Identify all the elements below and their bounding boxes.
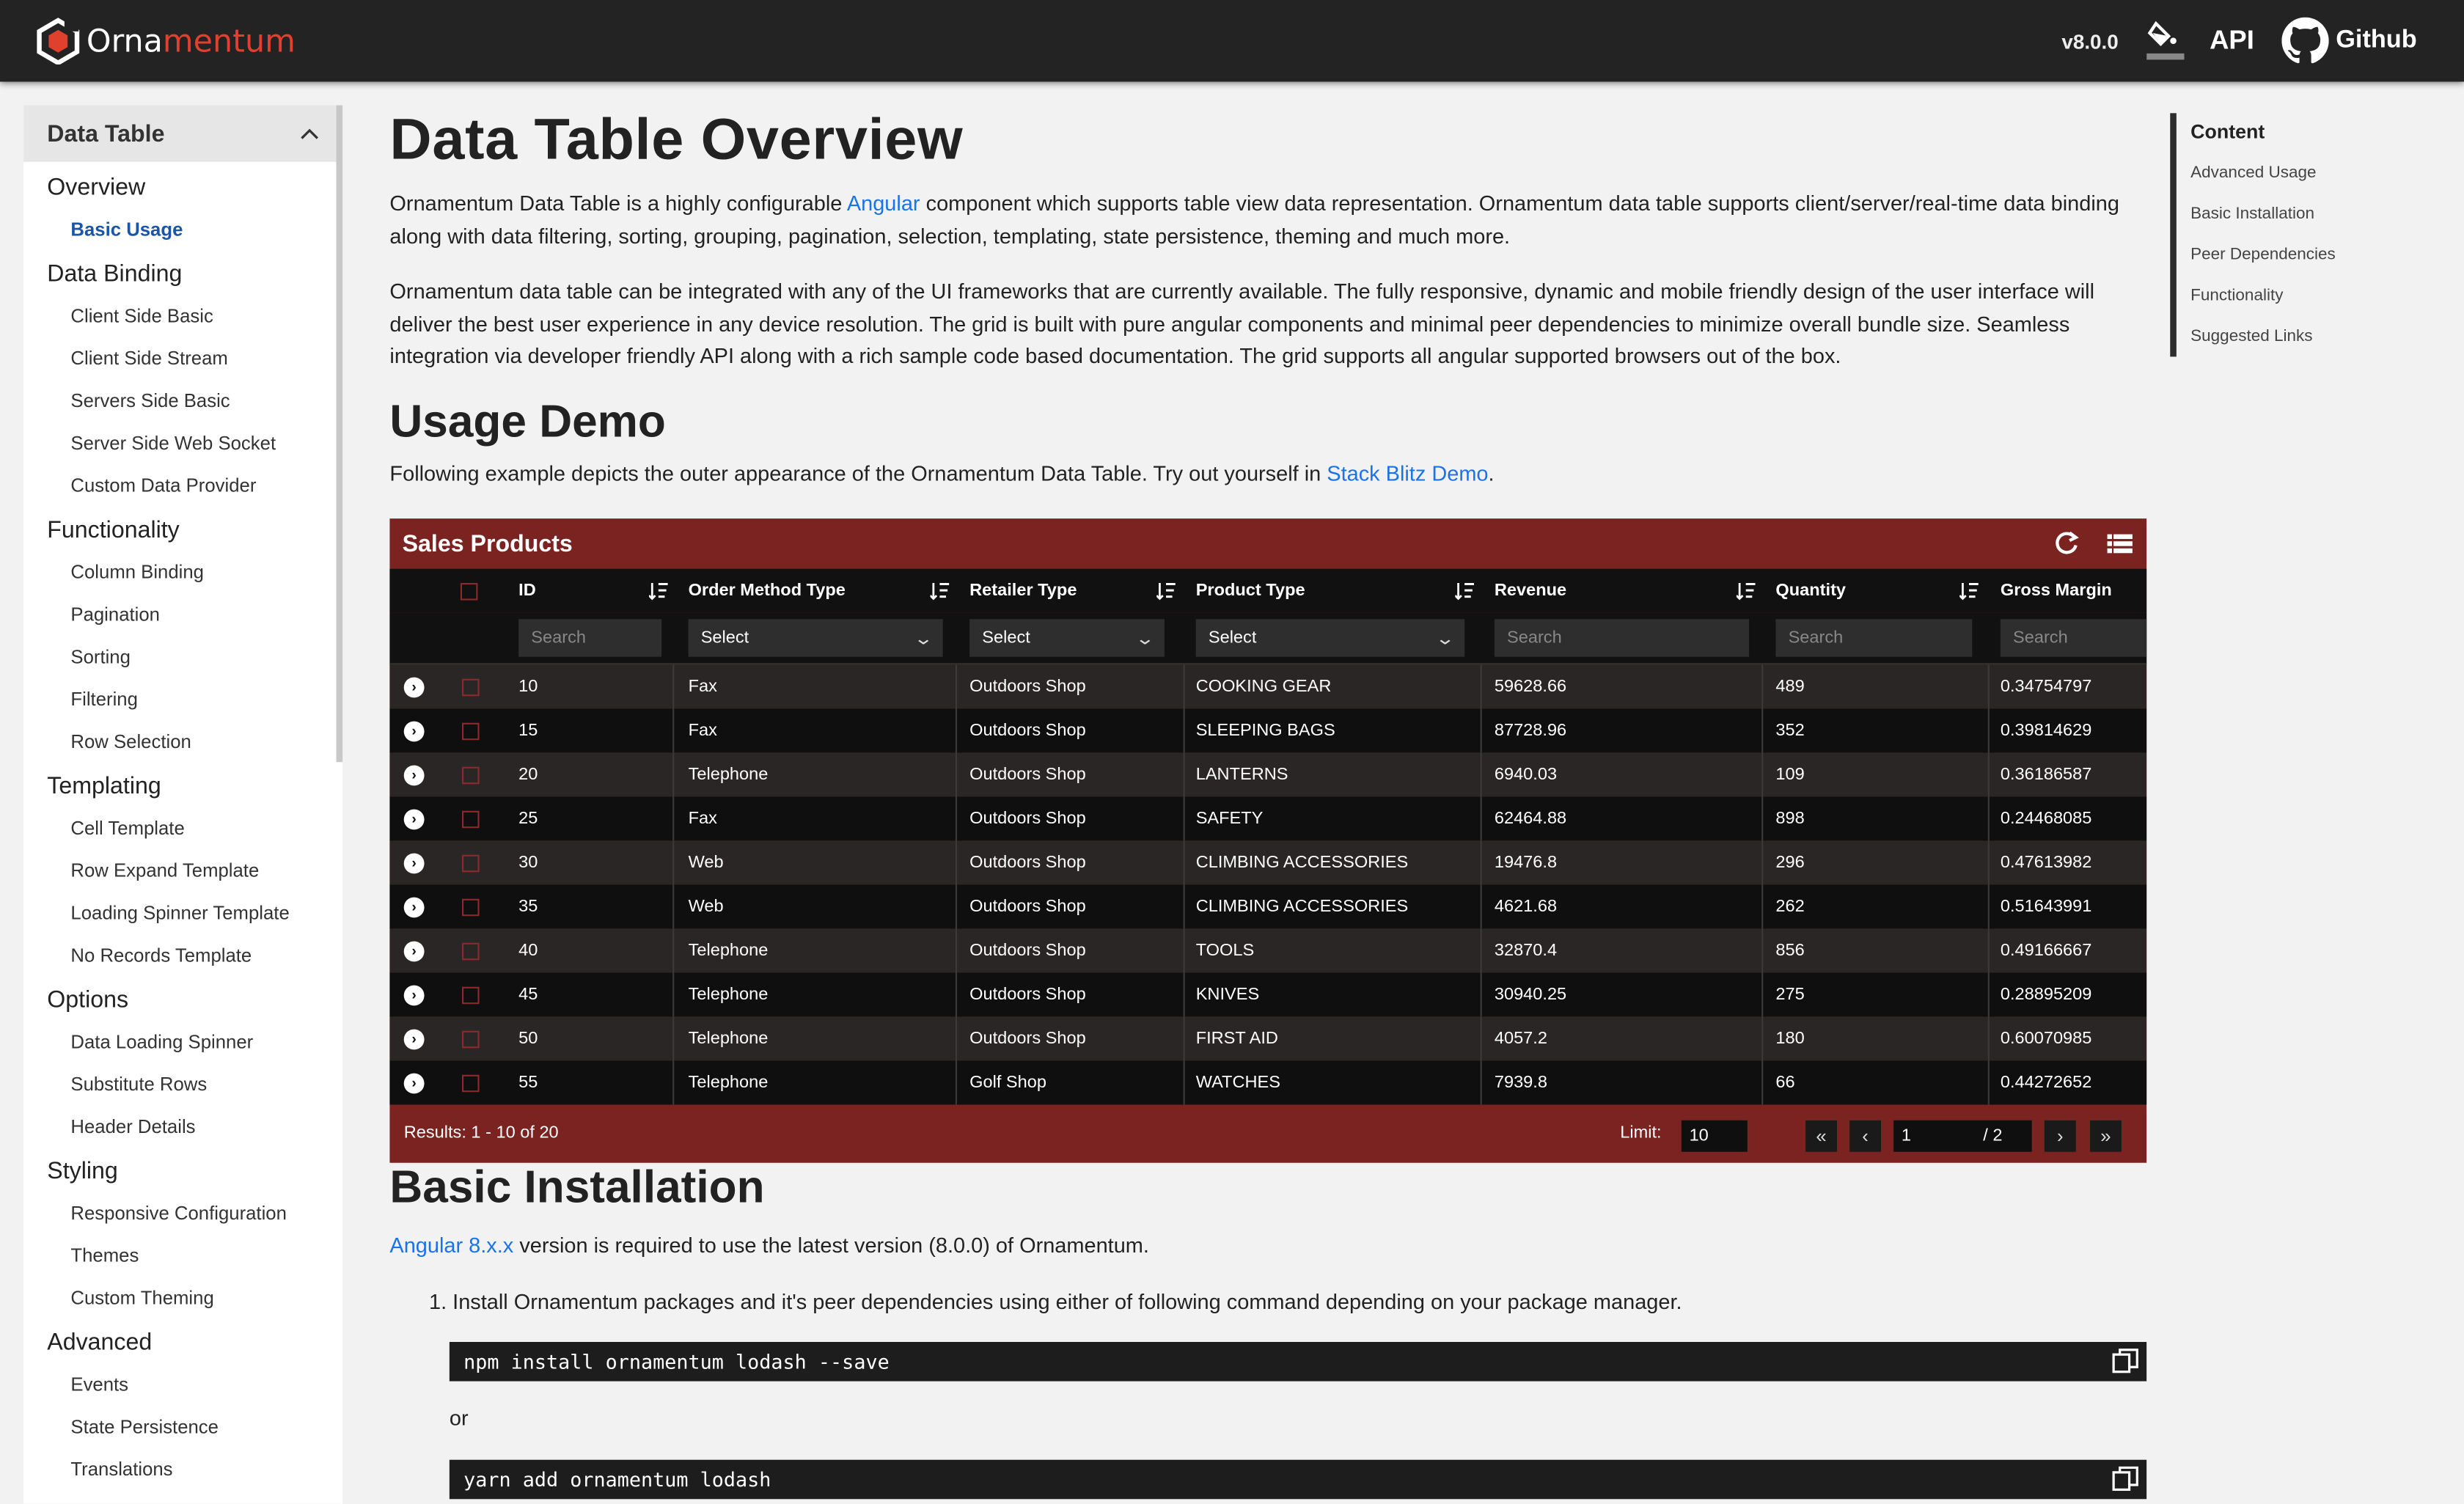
column-divider <box>1184 928 1185 972</box>
chevron-right-circle-icon: › <box>404 677 425 697</box>
table-cell: 262 <box>1775 897 1805 917</box>
chevron-down-icon: ⌄ <box>1134 629 1155 648</box>
last-page-button[interactable] <box>2090 1120 2122 1152</box>
next-page-button[interactable] <box>2045 1120 2076 1152</box>
table-header-row <box>389 569 2146 613</box>
logo[interactable] <box>34 18 296 65</box>
table-cell: 0.47613982 <box>2000 853 2092 873</box>
column-divider <box>1184 796 1185 840</box>
sidebar-header[interactable]: Data Table <box>23 106 342 162</box>
row-select-checkbox[interactable] <box>462 796 480 840</box>
table-cell: SLEEPING BAGS <box>1195 721 1335 741</box>
row-expand-button[interactable] <box>404 1016 425 1060</box>
sidebar-item-translations[interactable]: Translations <box>70 1458 173 1481</box>
chevron-up-icon <box>300 128 319 140</box>
sidebar-item-themes[interactable]: Themes <box>70 1244 139 1267</box>
column-divider <box>1481 840 1482 884</box>
table-cell: 66 <box>1775 1073 1795 1093</box>
table-cell: CLIMBING ACCESSORIES <box>1195 897 1409 917</box>
column-divider <box>1988 708 1990 752</box>
angular-link[interactable]: Angular <box>846 191 920 216</box>
requirement-paragraph: Angular 8.x.x version is required to use the latest version (8.0.0) of Ornamentum. <box>389 1233 1149 1258</box>
chevron-down-icon: ⌄ <box>912 629 934 648</box>
toc-title: Content <box>2190 121 2265 143</box>
limit-input[interactable]: 10 <box>1682 1120 1748 1152</box>
checkbox[interactable] <box>462 898 480 916</box>
sidebar-item-custom-theming[interactable]: Custom Theming <box>70 1287 214 1309</box>
table-cell: 40 <box>518 941 538 961</box>
table-cell: 0.60070985 <box>2000 1029 2092 1049</box>
column-divider <box>1988 664 1990 708</box>
toc-item-functionality[interactable]: Functionality <box>2190 286 2284 305</box>
sidebar-item-substitute-rows[interactable]: Substitute Rows <box>70 1073 208 1096</box>
usage-demo-title: Usage Demo <box>389 397 666 447</box>
column-divider <box>1761 708 1763 752</box>
sidebar-item-row-expand-template[interactable]: Row Expand Template <box>70 859 260 882</box>
sidebar-item-sorting[interactable]: Sorting <box>70 645 131 668</box>
installation-section <box>389 1163 2149 1342</box>
table-cell: 4057.2 <box>1494 1029 1547 1049</box>
column-divider <box>956 1060 957 1104</box>
install-step-1: 1. Install Ornamentum packages and it's peer dependencies using either of following command depending on your package manager. <box>429 1289 1682 1313</box>
table-cell: 352 <box>1775 721 1805 741</box>
checkbox[interactable] <box>462 810 480 828</box>
column-divider <box>1988 752 1990 796</box>
row-expand-button[interactable] <box>404 840 425 884</box>
column-header[interactable]: Retailer Type <box>969 581 1077 601</box>
table-cell: Outdoors Shop <box>969 897 1086 917</box>
column-divider <box>1481 884 1482 928</box>
table-footer <box>389 1107 2146 1163</box>
column-divider <box>956 708 957 752</box>
column-header[interactable]: Quantity <box>1775 581 1847 601</box>
row-expand-button[interactable] <box>404 1060 425 1104</box>
table-cell: 0.34754797 <box>2000 677 2092 697</box>
table-row[interactable] <box>389 1060 2146 1104</box>
column-divider <box>956 972 957 1016</box>
toc-item-advanced-usage[interactable]: Advanced Usage <box>2190 163 2317 183</box>
sidebar <box>23 106 342 1504</box>
table-cell: SAFETY <box>1195 809 1264 829</box>
data-table <box>389 518 2146 1163</box>
limit-label: Limit: <box>1620 1123 1662 1142</box>
column-divider <box>1184 752 1185 796</box>
column-header[interactable]: ID <box>518 581 536 601</box>
table-cell: 0.51643991 <box>2000 897 2092 917</box>
table-cell: Telephone <box>688 1029 769 1049</box>
column-selector-icon[interactable] <box>2105 529 2134 558</box>
chevron-right-circle-icon: › <box>404 765 425 785</box>
column-divider <box>1761 884 1763 928</box>
sidebar-item-basic-usage[interactable]: Basic Usage <box>70 218 183 241</box>
table-cell: Telephone <box>688 985 769 1005</box>
chevron-left-icon: ‹ <box>1862 1125 1869 1148</box>
row-select-checkbox[interactable] <box>462 664 480 708</box>
column-divider <box>956 884 957 928</box>
checkbox[interactable] <box>462 678 480 696</box>
column-divider <box>1184 664 1185 708</box>
page-input[interactable]: 1 / 2 <box>1893 1120 2032 1152</box>
column-divider <box>1184 840 1185 884</box>
row-expand-button[interactable] <box>404 928 425 972</box>
row-select-checkbox[interactable] <box>462 928 480 972</box>
column-divider <box>672 884 674 928</box>
paint-bucket-icon[interactable] <box>2146 18 2184 65</box>
sidebar-item-pagination[interactable]: Pagination <box>70 603 160 626</box>
chevron-down-icon: ⌄ <box>1434 629 1455 648</box>
checkbox[interactable] <box>462 766 480 784</box>
table-cell: Outdoors Shop <box>969 985 1086 1005</box>
row-select-checkbox[interactable] <box>462 1016 480 1060</box>
table-row[interactable] <box>389 972 2146 1016</box>
table-cell: 0.36186587 <box>2000 765 2092 785</box>
row-select-checkbox[interactable] <box>462 752 480 796</box>
column-divider <box>1988 928 1990 972</box>
usage-demo-paragraph: Following example depicts the outer appearance of the Ornamentum Data Table. Try out yourself in Stack Blitz Demo. <box>389 461 1495 485</box>
yarn-command[interactable]: yarn add ornamentum lodash <box>463 1467 771 1492</box>
table-cell: Fax <box>688 677 717 697</box>
table-cell: 4621.68 <box>1494 897 1558 917</box>
refresh-icon[interactable] <box>2053 529 2081 558</box>
chevron-right-circle-icon: › <box>404 1029 425 1049</box>
table-cell: 0.44272652 <box>2000 1073 2092 1093</box>
table-cell: 55 <box>518 1073 538 1093</box>
intro-paragraph: Ornamentum Data Table is a highly configurable Angular component which supports table view data representation. Ornamentum data table supports client/server/real-time data binding along with data filtering, sorting, grouping, pagination, selection, templating, state persistence, theming and much more. <box>389 191 2119 248</box>
sort-icon[interactable] <box>1156 580 1176 602</box>
sidebar-item-no-records-template[interactable]: No Records Template <box>70 944 252 966</box>
table-cell: WATCHES <box>1195 1073 1280 1093</box>
sort-icon[interactable] <box>649 580 668 602</box>
table-row[interactable] <box>389 884 2146 928</box>
column-divider <box>1184 884 1185 928</box>
table-cell: Outdoors Shop <box>969 941 1086 961</box>
row-expand-button[interactable] <box>404 664 425 708</box>
sort-icon[interactable] <box>1959 580 1979 602</box>
table-cell: Fax <box>688 721 717 741</box>
row-expand-button[interactable] <box>404 708 425 752</box>
sidebar-scrollbar[interactable] <box>337 106 343 763</box>
table-cell: Web <box>688 853 724 873</box>
table-cell: 6940.03 <box>1494 765 1558 785</box>
table-title: Sales Products <box>402 530 573 557</box>
row-expand-button[interactable] <box>404 796 425 840</box>
github-link[interactable]: Github <box>2282 18 2416 65</box>
sort-icon[interactable] <box>931 580 950 602</box>
table-cell: 20 <box>518 765 538 785</box>
column-divider <box>1481 928 1482 972</box>
column-divider <box>1761 752 1763 796</box>
table-cell: Outdoors Shop <box>969 677 1086 697</box>
table-cell: 59628.66 <box>1494 677 1567 697</box>
column-divider <box>1761 796 1763 840</box>
column-divider <box>672 708 674 752</box>
first-page-button[interactable] <box>1805 1120 1837 1152</box>
column-divider <box>672 1016 674 1060</box>
table-cell: 0.39814629 <box>2000 721 2092 741</box>
table-cell: Outdoors Shop <box>969 1029 1086 1049</box>
table-cell: Outdoors Shop <box>969 765 1086 785</box>
filter-search-input[interactable]: Search <box>1775 619 1972 656</box>
table-grid <box>389 569 2146 1105</box>
table-cell: Outdoors Shop <box>969 721 1086 741</box>
table-filter-row <box>389 613 2146 665</box>
top-navbar <box>0 0 2464 81</box>
table-cell: Telephone <box>688 1073 769 1093</box>
column-divider <box>1761 1016 1763 1060</box>
table-cell: 180 <box>1775 1029 1805 1049</box>
column-divider <box>956 796 957 840</box>
row-select-checkbox[interactable] <box>462 708 480 752</box>
logo-icon <box>34 18 81 65</box>
table-cell: 898 <box>1775 809 1805 829</box>
checkbox[interactable] <box>462 942 480 960</box>
row-expand-button[interactable] <box>404 752 425 796</box>
column-divider <box>1988 840 1990 884</box>
sidebar-item-client-side-stream[interactable]: Client Side Stream <box>70 347 228 370</box>
npm-command-block <box>450 1342 2146 1382</box>
npm-command[interactable]: npm install ornamentum lodash --save <box>463 1349 890 1373</box>
table-cell: 19476.8 <box>1494 853 1558 873</box>
filter-search-input[interactable]: Search <box>518 619 661 656</box>
column-header[interactable]: Gross Margin <box>2000 581 2112 601</box>
column-divider <box>1184 1016 1185 1060</box>
column-divider <box>1184 972 1185 1016</box>
header-select-all[interactable] <box>461 569 478 613</box>
copy-icon[interactable] <box>2112 1464 2141 1493</box>
double-chevron-right-icon: » <box>2100 1125 2111 1148</box>
sort-icon[interactable] <box>1737 580 1756 602</box>
column-divider <box>1761 840 1763 884</box>
table-row[interactable] <box>389 840 2146 884</box>
table-cell: 32870.4 <box>1494 941 1558 961</box>
table-cell: 0.49166667 <box>2000 941 2092 961</box>
sidebar-group-advanced[interactable]: Advanced <box>47 1329 153 1357</box>
column-divider <box>672 752 674 796</box>
chevron-right-circle-icon: › <box>404 1073 425 1093</box>
table-cell: 62464.88 <box>1494 809 1567 829</box>
table-row[interactable] <box>389 708 2146 752</box>
sidebar-item-header-details[interactable]: Header Details <box>70 1115 196 1138</box>
table-cell: Golf Shop <box>969 1073 1046 1093</box>
toc-item-suggested-links[interactable]: Suggested Links <box>2190 326 2313 346</box>
sidebar-group-functionality[interactable]: Functionality <box>47 517 180 544</box>
chevron-right-circle-icon: › <box>404 897 425 917</box>
table-cell: 87728.96 <box>1494 721 1567 741</box>
page-title: Data Table Overview <box>389 106 964 172</box>
sidebar-item-cell-template[interactable]: Cell Template <box>70 817 185 840</box>
row-select-checkbox[interactable] <box>462 840 480 884</box>
version-label: v8.0.0 <box>2061 29 2119 53</box>
chevron-right-circle-icon: › <box>404 809 425 829</box>
filter-select[interactable]: Select ⌄ <box>1196 619 1464 656</box>
sidebar-item-responsive-configuration[interactable]: Responsive Configuration <box>70 1202 287 1225</box>
chevron-right-circle-icon: › <box>404 941 425 961</box>
table-cell: 7939.8 <box>1494 1073 1547 1093</box>
column-divider <box>1988 972 1990 1016</box>
column-divider <box>956 752 957 796</box>
column-divider <box>672 1060 674 1104</box>
filter-search-input[interactable]: Search <box>1495 619 1749 656</box>
sidebar-group-styling[interactable]: Styling <box>47 1158 118 1185</box>
sidebar-item-custom-data-provider[interactable]: Custom Data Provider <box>70 474 257 497</box>
column-divider <box>956 1016 957 1060</box>
page-total: / 2 <box>1983 1126 2003 1146</box>
table-cell: COOKING GEAR <box>1195 677 1332 697</box>
row-expand-button[interactable] <box>404 972 425 1016</box>
table-row[interactable] <box>389 796 2146 840</box>
column-divider <box>1481 1016 1482 1060</box>
column-divider <box>672 972 674 1016</box>
column-divider <box>1988 796 1990 840</box>
sidebar-item-server-side-web-socket[interactable]: Server Side Web Socket <box>70 432 276 455</box>
or-text: or <box>449 1406 469 1430</box>
column-divider <box>1988 1060 1990 1104</box>
row-expand-button[interactable] <box>404 884 425 928</box>
main-content <box>389 98 2149 514</box>
integration-paragraph: Ornamentum data table can be integrated with any of the UI frameworks that are currently available. The fully responsive, dynamic and mobile friendly design of the user interface will deliver the best user experience in any device resolution. The grid is built with pure angular components and minimal peer dependencies to minimize overall bundle size. Seamless integration via developer friendly API along with a rich sample code based documentation. The grid supports all angular supported browsers out of the box. <box>389 279 2095 368</box>
column-divider <box>1761 1060 1763 1104</box>
column-divider <box>1481 972 1482 1016</box>
installation-title: Basic Installation <box>389 1162 765 1214</box>
table-cell: CLIMBING ACCESSORIES <box>1195 853 1409 873</box>
results-text: Results: 1 - 10 of 20 <box>403 1123 559 1142</box>
table-row[interactable] <box>389 928 2146 972</box>
table-cell: Web <box>688 897 724 917</box>
column-divider <box>1761 928 1763 972</box>
column-divider <box>672 664 674 708</box>
row-select-checkbox[interactable] <box>462 1060 480 1104</box>
table-cell: 296 <box>1775 853 1805 873</box>
sidebar-item-events[interactable]: Events <box>70 1373 129 1395</box>
sidebar-group-data-binding[interactable]: Data Binding <box>47 260 183 288</box>
sidebar-group-options[interactable]: Options <box>47 986 129 1014</box>
table-cell: 25 <box>518 809 538 829</box>
checkbox[interactable] <box>462 986 480 1004</box>
column-header[interactable]: Product Type <box>1195 581 1305 601</box>
chevron-right-circle-icon: › <box>404 720 425 741</box>
table-cell: 489 <box>1775 677 1805 697</box>
sort-icon[interactable] <box>1455 580 1474 602</box>
column-divider <box>672 796 674 840</box>
table-cell: 15 <box>518 721 538 741</box>
sidebar-item-servers-side-basic[interactable]: Servers Side Basic <box>70 389 230 412</box>
column-divider <box>956 928 957 972</box>
checkbox[interactable] <box>462 1074 480 1092</box>
copy-icon[interactable] <box>2112 1346 2141 1375</box>
column-divider <box>1481 708 1482 752</box>
sidebar-item-loading-spinner-template[interactable]: Loading Spinner Template <box>70 902 290 924</box>
toc-item-peer-dependencies[interactable]: Peer Dependencies <box>2190 245 2336 264</box>
table-cell: TOOLS <box>1195 941 1255 961</box>
checkbox[interactable] <box>462 722 480 740</box>
stackblitz-link[interactable]: Stack Blitz Demo <box>1327 461 1489 485</box>
sidebar-item-filtering[interactable]: Filtering <box>70 688 138 711</box>
chevron-right-icon: › <box>2057 1125 2064 1148</box>
table-cell: Fax <box>688 809 717 829</box>
table-cell: 275 <box>1775 985 1805 1005</box>
sidebar-item-column-binding[interactable]: Column Binding <box>70 561 204 583</box>
column-divider <box>1481 1060 1482 1104</box>
filter-select[interactable]: Select ⌄ <box>689 619 943 656</box>
table-cell: Outdoors Shop <box>969 809 1086 829</box>
api-link[interactable]: API <box>2210 25 2254 55</box>
checkbox[interactable] <box>461 582 478 600</box>
column-divider <box>1184 708 1185 752</box>
checkbox[interactable] <box>462 1030 480 1048</box>
filter-select[interactable]: Select ⌄ <box>969 619 1165 656</box>
sidebar-item-state-persistence[interactable]: State Persistence <box>70 1415 219 1438</box>
github-icon <box>2282 18 2329 65</box>
table-cell: LANTERNS <box>1195 765 1288 785</box>
column-divider <box>1481 664 1482 708</box>
table-cell: 50 <box>518 1029 538 1049</box>
table-cell: 856 <box>1775 941 1805 961</box>
logo-text: Ornamentum <box>86 22 296 60</box>
prev-page-button[interactable] <box>1849 1120 1881 1152</box>
row-select-checkbox[interactable] <box>462 884 480 928</box>
angular-version-link[interactable]: Angular 8.x.x <box>389 1233 514 1258</box>
table-of-contents <box>2170 113 2457 356</box>
column-divider <box>1988 884 1990 928</box>
chevron-right-circle-icon: › <box>404 985 425 1005</box>
sidebar-item-client-side-basic[interactable]: Client Side Basic <box>70 304 213 327</box>
table-cell: 45 <box>518 985 538 1005</box>
table-cell: 109 <box>1775 765 1805 785</box>
table-row[interactable] <box>389 752 2146 796</box>
table-cell: FIRST AID <box>1195 1029 1278 1049</box>
table-cell: 0.28895209 <box>2000 985 2092 1005</box>
table-cell: Outdoors Shop <box>969 853 1086 873</box>
yarn-command-block <box>450 1460 2146 1500</box>
column-divider <box>1481 752 1482 796</box>
column-divider <box>1988 1016 1990 1060</box>
toc-item-basic-installation[interactable]: Basic Installation <box>2190 204 2314 224</box>
checkbox[interactable] <box>462 854 480 872</box>
sidebar-item-row-selection[interactable]: Row Selection <box>70 730 191 753</box>
table-row[interactable] <box>389 1016 2146 1060</box>
chevron-right-circle-icon: › <box>404 853 425 873</box>
column-divider <box>1184 1060 1185 1104</box>
column-divider <box>672 840 674 884</box>
table-cell: Telephone <box>688 941 769 961</box>
table-cell: 35 <box>518 897 538 917</box>
double-chevron-left-icon: « <box>1816 1125 1827 1148</box>
column-divider <box>1761 972 1763 1016</box>
sidebar-group-templating[interactable]: Templating <box>47 773 161 800</box>
column-divider <box>672 928 674 972</box>
table-title-bar <box>389 518 2146 569</box>
column-divider <box>1481 796 1482 840</box>
sidebar-group-overview[interactable]: Overview <box>47 174 146 202</box>
column-divider <box>1761 664 1763 708</box>
column-divider <box>956 664 957 708</box>
filter-search-input[interactable]: Search <box>2001 619 2146 656</box>
column-header[interactable]: Revenue <box>1494 581 1567 601</box>
table-cell: 30940.25 <box>1494 985 1567 1005</box>
table-cell: 0.24468085 <box>2000 809 2092 829</box>
table-cell: KNIVES <box>1195 985 1260 1005</box>
table-row[interactable] <box>389 664 2146 708</box>
table-cell: Telephone <box>688 765 769 785</box>
column-divider <box>956 840 957 884</box>
table-cell: 30 <box>518 853 538 873</box>
sidebar-item-data-loading-spinner[interactable]: Data Loading Spinner <box>70 1030 254 1053</box>
table-cell: 10 <box>518 677 538 697</box>
row-select-checkbox[interactable] <box>462 972 480 1016</box>
column-header[interactable]: Order Method Type <box>688 581 846 601</box>
